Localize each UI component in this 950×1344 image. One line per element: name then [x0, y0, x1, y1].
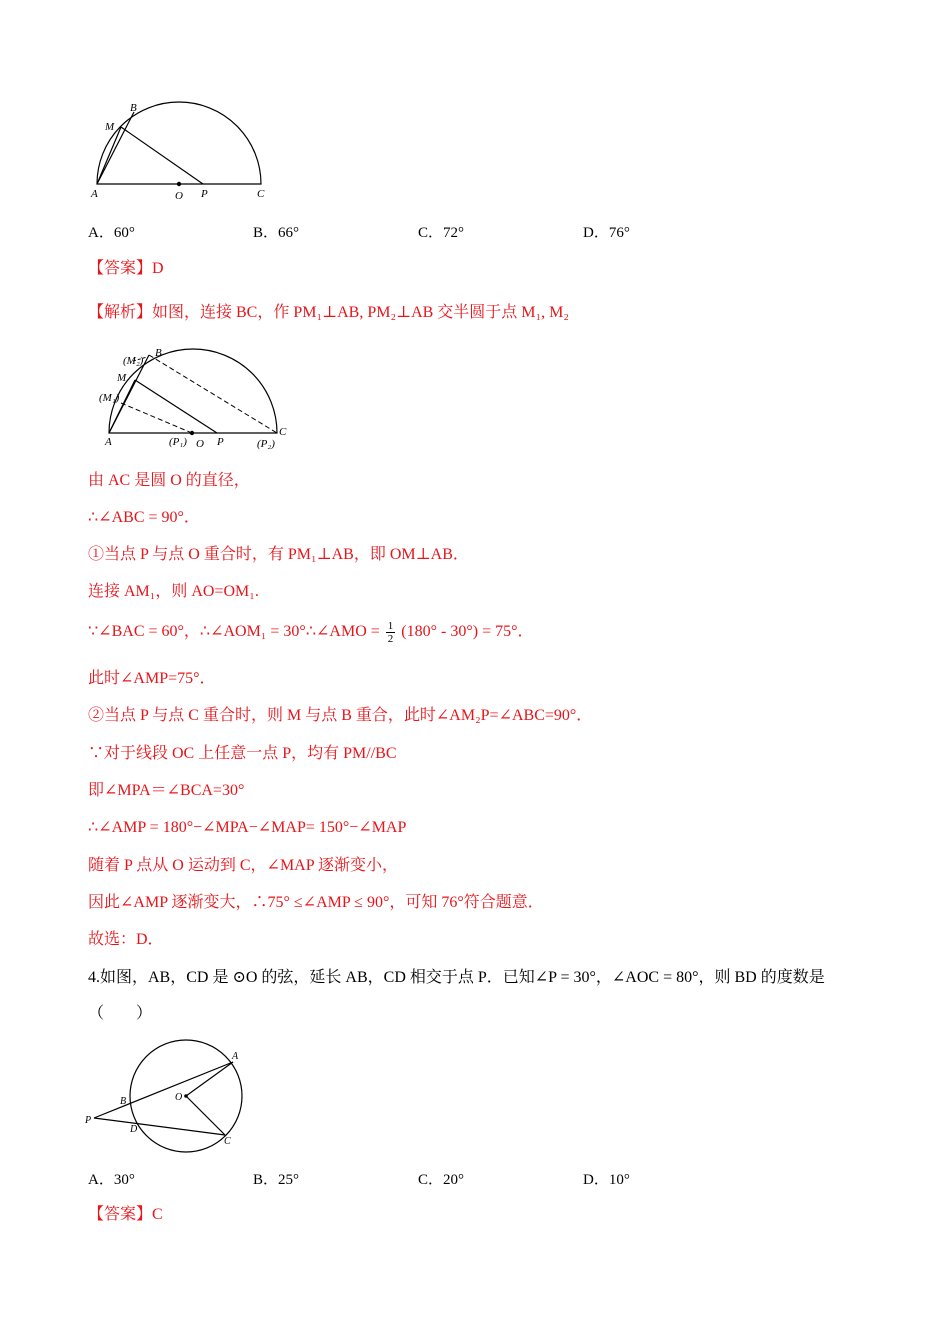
- q4-option-b: B．25°: [253, 1172, 300, 1188]
- q3-option-a: A．60°: [88, 225, 135, 241]
- fig2-label-p: P: [217, 436, 224, 448]
- fig1-label-a: A: [91, 188, 98, 200]
- analysis-line-9: 即∠MPA＝∠BCA=30°: [88, 782, 245, 799]
- fig3-label-b: B: [120, 1096, 127, 1107]
- q4-option-a: A．30°: [88, 1172, 135, 1188]
- analysis-line-1: 由 AC 是圆 O 的直径，: [88, 472, 250, 489]
- fig1-label-o: O: [175, 190, 183, 202]
- q4-answer: 【答案】C: [88, 1206, 163, 1223]
- fraction-numerator: 1: [387, 620, 394, 632]
- analysis-line-5-tail: (180° - 30°) = 75°．: [401, 623, 534, 641]
- fig3-label-p: P: [85, 1115, 92, 1126]
- figure-circle-secants: [82, 1036, 252, 1156]
- analysis-line-10: ∴∠AMP = 180°−∠MPA−∠MAP= 150°−∠MAP: [88, 819, 407, 836]
- analysis-line-7: ②当点 P 与点 C 重合时，则 M 与点 B 重合，此时∠AM₂P=∠ABC=90°．: [88, 707, 593, 724]
- analysis-line-6: 此时∠AMP=75°．: [88, 670, 216, 687]
- analysis-line-12: 因此∠AMP 逐渐变大，∴75° ≤∠AMP ≤ 90°，可知 76°符合题意．: [88, 894, 544, 911]
- fig2-label-o: O: [196, 438, 204, 450]
- fig1-label-b: B: [130, 102, 137, 114]
- fraction-one-half: [386, 620, 396, 645]
- fig2-label-c: C: [279, 426, 287, 438]
- analysis-line-5-lead: ∵∠BAC = 60°，∴∠AOM₁ = 30°∴∠AMO =: [88, 623, 380, 641]
- fraction-denominator: 2: [387, 633, 394, 645]
- analysis-line-11: 随着 P 点从 O 运动到 C，∠MAP 逐渐变小，: [88, 857, 399, 874]
- fig1-label-c: C: [257, 188, 265, 200]
- analysis-line-13: 故选：D．: [88, 931, 164, 948]
- fig2-label-m: M: [117, 372, 127, 384]
- fig2-label-m2: (M₂): [123, 355, 144, 367]
- analysis-line-4: 连接 AM₁，则 AO=OM₁.: [88, 583, 259, 600]
- fig1-label-p: P: [201, 188, 208, 200]
- fig3-label-o: O: [175, 1092, 183, 1103]
- analysis-line-2: ∴∠ABC = 90°．: [88, 509, 200, 526]
- fig2-label-m1: (M₁): [99, 392, 120, 404]
- q3-option-c: C．72°: [418, 225, 465, 241]
- q4-paren: （ ）: [88, 1005, 153, 1022]
- q4-option-d: D．10°: [583, 1172, 630, 1188]
- q3-option-d: D．76°: [583, 225, 630, 241]
- fig3-label-a: A: [232, 1051, 239, 1062]
- fig1-label-m: M: [105, 121, 115, 133]
- fig2-label-p2: (P₂): [257, 438, 275, 450]
- q3-answer: 【答案】D: [88, 260, 164, 277]
- analysis-line-3: ①当点 P 与点 O 重合时，有 PM₁⊥AB，即 OM⊥AB．: [88, 546, 469, 563]
- q4-option-c: C．20°: [418, 1172, 465, 1188]
- fig3-label-c: C: [224, 1136, 231, 1147]
- fig2-label-a: A: [105, 436, 112, 448]
- q4-stem: 4.如图，AB，CD 是 ⊙O 的弦，延长 AB，CD 相交于点 P．已知∠P = 30°，∠AOC = 80°，则 BD 的度数是: [88, 969, 825, 986]
- fig2-label-p1: (P₁): [169, 436, 187, 448]
- q3-option-b: B．66°: [253, 225, 300, 241]
- analysis-line-8: ∵对于线段 OC 上任意一点 P，均有 PM//BC: [88, 745, 397, 762]
- fig3-label-d: D: [130, 1124, 138, 1135]
- figure-semicircle-1: [85, 95, 280, 205]
- analysis-line-5: [88, 620, 534, 645]
- q3-analysis-intro: 【解析】如图，连接 BC，作 PM₁⊥AB, PM₂⊥AB 交半圆于点 M₁, M₂: [88, 304, 569, 321]
- figure-semicircle-2: [85, 343, 295, 458]
- fig2-label-b: B: [155, 347, 162, 359]
